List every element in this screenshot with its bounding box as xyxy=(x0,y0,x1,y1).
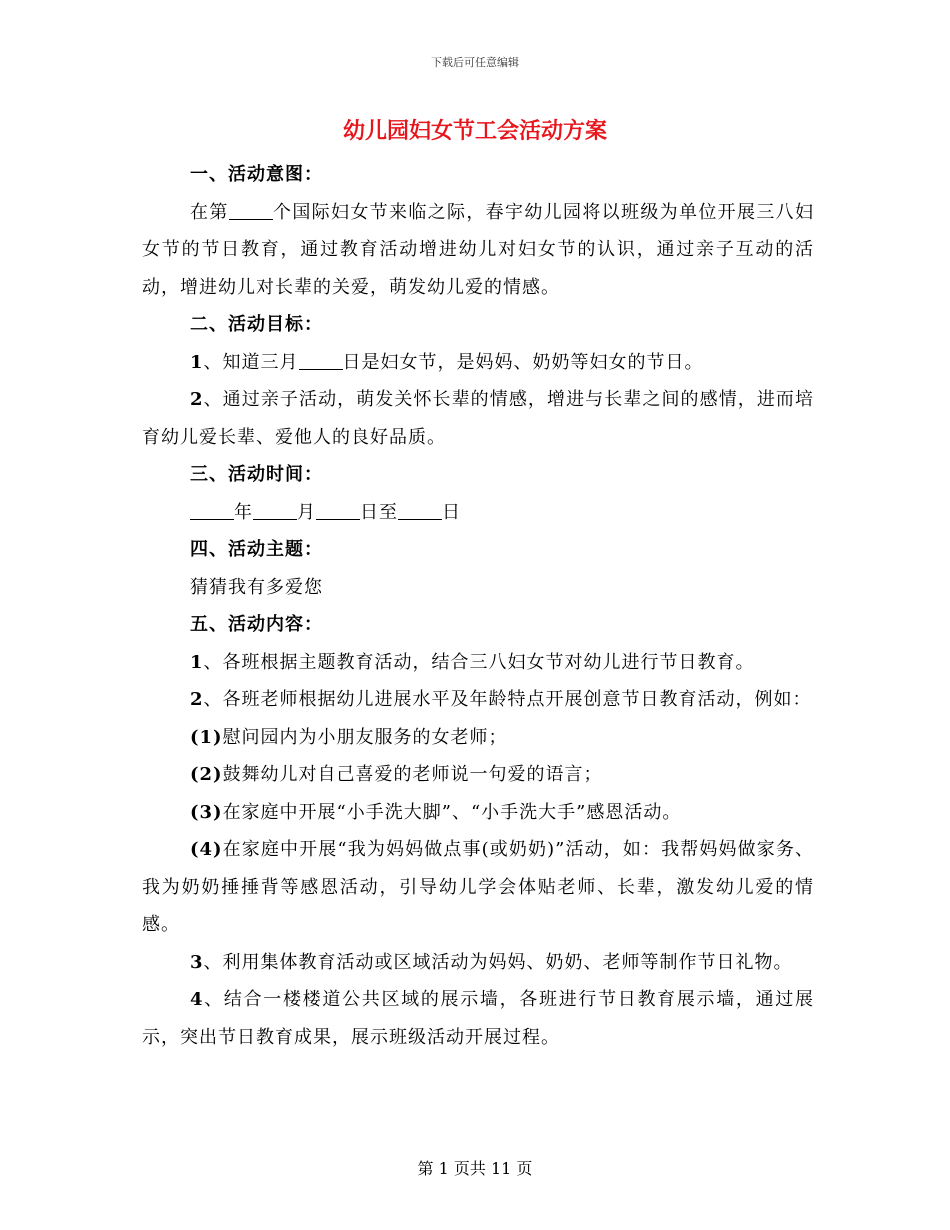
item-number: 1 xyxy=(190,651,204,673)
purpose-text-start: 在第 xyxy=(190,201,229,223)
subitem-number: (1) xyxy=(190,726,223,748)
content-item-4 xyxy=(142,981,814,1056)
time-month: 月 xyxy=(297,501,316,523)
header-note: 下载后可任意编辑 xyxy=(431,56,519,69)
item-number: 4 xyxy=(190,989,204,1010)
content-item-1 xyxy=(142,644,814,682)
content-text: 、结合一楼楼道公共区域的展示墙，各班进行节日教育展示墙，通过展示，突出节日教育成果，展示班级活动开展过程。 xyxy=(142,989,814,1048)
time-day-to: 日至 xyxy=(360,501,398,523)
subitem-number: (2) xyxy=(190,764,223,785)
item-number: 1 xyxy=(190,351,204,373)
item-number: 2 xyxy=(190,689,204,710)
section-heading-purpose: 一、活动意图： xyxy=(190,164,323,185)
time-day: 日 xyxy=(442,501,461,523)
section-heading-time: 三、活动时间： xyxy=(190,464,323,485)
goal-text: 、通过亲子活动，萌发关怀长辈的情感，增进与长辈之间的感情，进而培育幼儿爱长辈、爱他人的良好品质。 xyxy=(142,389,814,448)
goal-text-start: 、知道三月 xyxy=(203,351,299,373)
time-line xyxy=(142,494,814,532)
content-text: 、各班老师根据幼儿进展水平及年龄特点开展创意节日教育活动，例如： xyxy=(203,689,812,710)
subitem-number: (4) xyxy=(190,839,223,860)
item-number: 3 xyxy=(190,951,204,973)
content-item-2 xyxy=(142,681,814,719)
page-footer: 第 1 页共 11 页 xyxy=(417,1159,533,1178)
content-item-3 xyxy=(142,944,814,982)
content-text: 、各班根据主题教育活动，结合三八妇女节对幼儿进行节日教育。 xyxy=(203,651,755,673)
purpose-paragraph xyxy=(142,194,814,307)
blank-line xyxy=(229,201,273,220)
item-number: 2 xyxy=(190,389,204,410)
goal-item-2 xyxy=(142,381,814,456)
blank-line xyxy=(299,351,343,370)
subitem-text: 在家庭中开展“小手洗大脚”、“小手洗大手”感恩活动。 xyxy=(222,801,682,823)
blank-line xyxy=(253,501,297,520)
content-subitem-2 xyxy=(142,756,814,794)
content-subitem-4 xyxy=(142,831,814,944)
blank-line xyxy=(398,501,442,520)
blank-line xyxy=(190,501,234,520)
subitem-text: 在家庭中开展“我为妈妈做点事(或奶奶)”活动，如：我帮妈妈做家务、我为奶奶捶捶背等感恩活动，引导幼儿学会体贴老师、长辈，激发幼儿爱的情感。 xyxy=(142,839,814,935)
content-subitem-1 xyxy=(142,719,814,757)
goal-item-1 xyxy=(142,344,814,382)
purpose-text-rest: 个国际妇女节来临之际，春宇幼儿园将以班级为单位开展三八妇女节的节日教育，通过教育活动增进幼儿对妇女节的认识，通过亲子互动的活动，增进幼儿对长辈的关爱，萌发幼儿爱的情感。 xyxy=(142,201,815,298)
section-heading-goals: 二、活动目标： xyxy=(190,314,323,335)
section-heading-theme: 四、活动主题： xyxy=(190,539,323,560)
document-body xyxy=(142,156,814,1056)
time-year: 年 xyxy=(234,501,253,523)
document-title: 幼儿园妇女节工会活动方案 xyxy=(342,118,607,144)
subitem-text: 鼓舞幼儿对自己喜爱的老师说一句爱的语言； xyxy=(222,764,603,785)
goal-text-rest: 日是妇女节，是妈妈、奶奶等妇女的节日。 xyxy=(342,351,704,373)
content-subitem-3 xyxy=(142,794,814,832)
content-text: 、利用集体教育活动或区域活动为妈妈、奶奶、老师等制作节日礼物。 xyxy=(203,951,793,973)
subitem-number: (3) xyxy=(190,801,223,823)
section-heading-content: 五、活动内容： xyxy=(190,614,323,635)
blank-line xyxy=(316,501,360,520)
subitem-text: 慰问园内为小朋友服务的女老师； xyxy=(222,726,508,748)
theme-text: 猜猜我有多爱您 xyxy=(190,576,323,598)
